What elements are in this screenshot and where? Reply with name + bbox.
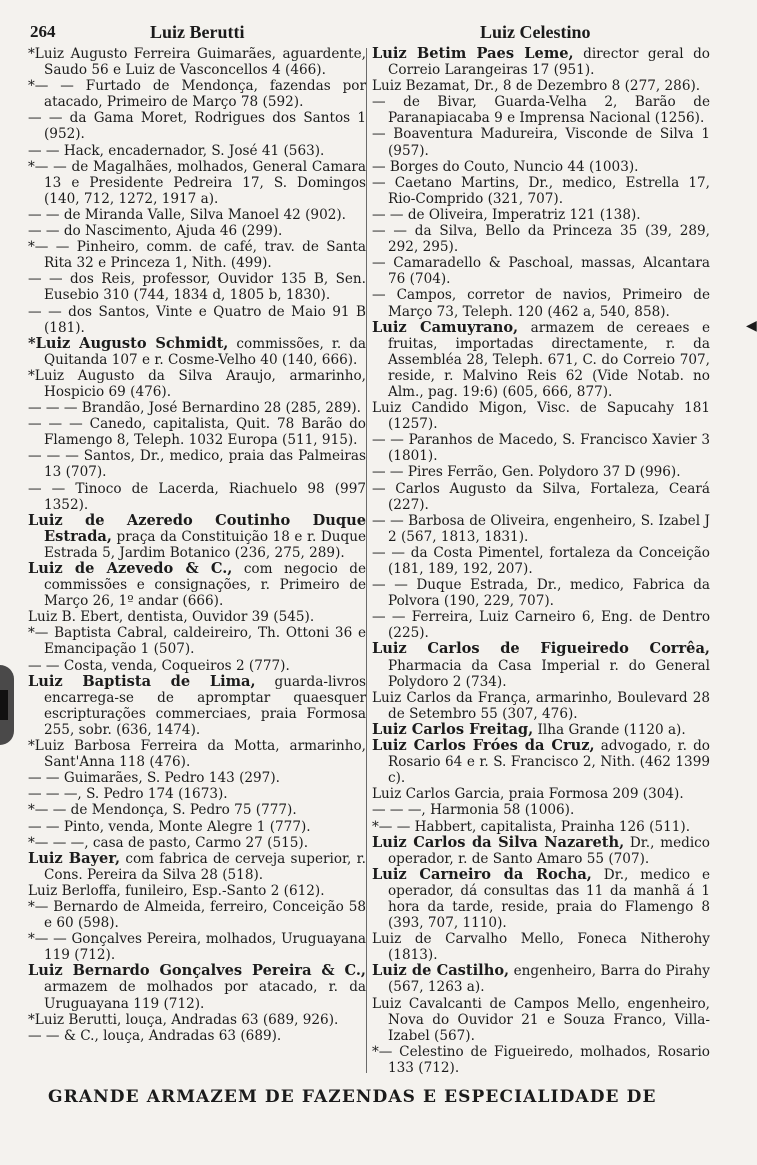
directory-entry: Luiz Candido Migon, Visc. de Sapucahy 181 (1257). [372, 400, 710, 433]
margin-marker: ◀ [746, 318, 757, 334]
directory-entry: Luiz Bernardo Gonçalves Pereira & C., armazem de molhados por atacado, r. da Uruguayana 119 (712). [28, 962, 366, 1012]
entry-group [372, 931, 710, 963]
directory-entry: — — dos Reis, professor, Ouvidor 135 B, Sen. Eusebio 310 (744, 1834 d, 1805 b, 1830). [28, 271, 366, 304]
directory-entry: — Camaradello & Paschoal, massas, Alcantara 76 (704). [372, 255, 710, 288]
directory-entry: *Luiz Augusto Schmidt, commissões, r. da Quitanda 107 e r. Cosme-Velho 40 (140, 666). [28, 334, 366, 368]
directory-entry: Luiz B. Ebert, dentista, Ouvidor 39 (545). [28, 609, 315, 626]
directory-entry: *— — de Mendonça, S. Pedro 75 (777). [28, 802, 297, 819]
entry-group [28, 1012, 366, 1044]
directory-entry: *Luiz Augusto Ferreira Guimarães, aguardente, Saudo 56 e Luiz de Vasconcellos 4 (466). [28, 46, 366, 79]
directory-entry: Luiz Carlos da Silva Nazareth, Dr., medico operador, r. de Santo Amaro 55 (707). [372, 833, 710, 867]
directory-entry: — — do Nascimento, Ajuda 46 (299). [28, 223, 283, 240]
directory-entry: — — — Canedo, capitalista, Quit. 78 Barão do Flamengo 8, Teleph. 1032 Europa (511, 915). [28, 416, 366, 449]
ink-blot [0, 690, 8, 720]
directory-entry: *— Baptista Cabral, caldeireiro, Th. Ottoni 36 e Emancipação 1 (507). [28, 625, 366, 658]
column-divider [366, 48, 367, 1073]
directory-entry: Luiz Carlos Freitag, Ilha Grande (1120 a). [372, 720, 686, 738]
entry-group [372, 690, 710, 722]
directory-entry: — — Pinto, venda, Monte Alegre 1 (777). [28, 818, 311, 835]
directory-entry: — — Barbosa de Oliveira, engenheiro, S. Izabel J 2 (567, 1813, 1831). [372, 512, 710, 545]
directory-entry: — — da Costa Pimentel, fortaleza da Conceição (181, 189, 192, 207). [372, 544, 710, 577]
entry-group [372, 400, 710, 641]
directory-entry: — — da Silva, Bello da Princeza 35 (39, 289, 292, 295). [372, 223, 710, 256]
directory-entry: — — Tinoco de Lacerda, Riachuelo 98 (997 1352). [28, 480, 366, 513]
directory-entry: Luiz de Castilho, engenheiro, Barra do Pirahy (567, 1263 a). [372, 962, 710, 996]
directory-entry: — — dos Santos, Vinte e Quatro de Maio 91 B (181). [28, 303, 366, 336]
directory-entry: — — Pires Ferrão, Gen. Polydoro 37 D (996). [372, 464, 681, 481]
directory-entry: — — & C., louça, Andradas 63 (689). [28, 1027, 282, 1044]
directory-entry: *— — Furtado de Mendonça, fazendas por atacado, Primeiro de Março 78 (592). [28, 78, 366, 111]
directory-entry: — — da Gama Moret, Rodrigues dos Santos 1 (952). [28, 110, 366, 143]
directory-entry: — de Bivar, Guarda-Velha 2, Barão de Paranapiacaba 9 e Imprensa Nacional (1256). [372, 94, 710, 127]
entry-group [28, 883, 366, 963]
directory-entry: — — —, Harmonia 58 (1006). [372, 802, 575, 819]
directory-entry: *— — Pinheiro, comm. de café, trav. de Santa Rita 32 e Princeza 1, Nith. (499). [28, 239, 366, 272]
directory-entry: — Caetano Martins, Dr., medico, Estrella 17, Rio-Comprido (321, 707). [372, 174, 710, 207]
entry-group [28, 368, 366, 513]
left-running-head: Luiz Berutti [150, 22, 245, 42]
advertisement-banner: GRANDE ARMAZEM DE FAZENDAS E ESPECIALIDADE DE [48, 1087, 657, 1107]
directory-entry: — Carlos Augusto da Silva, Fortaleza, Ceará (227). [372, 480, 710, 513]
directory-entry: — — de Miranda Valle, Silva Manoel 42 (902). [28, 206, 346, 223]
directory-entry: *Luiz Barbosa Ferreira da Motta, armarinho, Sant'Anna 118 (476). [28, 738, 366, 771]
directory-entry: Luiz Bayer, com fabrica de cerveja superior, r. Cons. Pereira da Silva 28 (518). [28, 849, 367, 883]
left-column [28, 46, 366, 1044]
entry-group [28, 738, 366, 851]
directory-entry: — — Duque Estrada, Dr., medico, Fabrica da Polvora (190, 229, 707). [372, 577, 710, 610]
directory-entry: — — Hack, encadernador, S. José 41 (563). [28, 142, 325, 159]
directory-entry: — — Ferreira, Luiz Carneiro 6, Eng. de Dentro (225). [372, 609, 710, 642]
directory-entry: Luiz Cavalcanti de Campos Mello, engenheiro, Nova do Ouvidor 21 e Souza Franco, Villa-Izabel (567). [372, 995, 710, 1044]
directory-entry: Luiz Berloffa, funileiro, Esp.-Santo 2 (612). [28, 882, 325, 899]
directory-entry: Luiz Betim Paes Leme, director geral do Correio Larangeiras 17 (951). [372, 45, 710, 79]
directory-entry: *— — Gonçalves Pereira, molhados, Uruguayana 119 (712). [28, 931, 366, 964]
directory-entry: — — Paranhos de Macedo, S. Francisco Xavier 3 (1801). [372, 432, 710, 465]
entry-group [372, 78, 710, 319]
directory-entry: Luiz Bezamat, Dr., 8 de Dezembro 8 (277, 286). [372, 78, 701, 95]
page-header [30, 22, 727, 46]
directory-entry: Luiz Carlos de Figueiredo Corrêa, Pharmacia da Casa Imperial r. do General Polydoro 2 (734). [372, 640, 710, 690]
entry-group [28, 609, 366, 673]
directory-entry: *Luiz Augusto da Silva Araujo, armarinho, Hospicio 69 (476). [28, 367, 366, 400]
directory-entry: Luiz Carlos Garcia, praia Formosa 209 (304). [372, 786, 684, 803]
directory-entry: Luiz Carlos Fróes da Cruz, advogado, r. do Rosario 64 e r. S. Francisco 2, Nith. (462 1399 c). [372, 737, 710, 787]
directory-entry: Luiz de Azevedo & C., com negocio de commissões e consignações, r. Primeiro de Março 26, 1º andar (666). [28, 560, 366, 610]
entry-group [372, 996, 710, 1076]
directory-entry: *— — Habbert, capitalista, Prainha 126 (511). [372, 818, 691, 835]
directory-entry: *— Bernardo de Almeida, ferreiro, Conceição 58 e 60 (598). [28, 898, 366, 932]
directory-entry: *— Celestino de Figueiredo, molhados, Rosario 133 (712). [372, 1043, 710, 1076]
directory-entry: — Boaventura Madureira, Visconde de Silva 1 (957). [372, 126, 710, 159]
directory-entry: Luiz Carneiro da Rocha, Dr., medico e operador, dá consultas das 11 da manhã á 1 hora da tarde, reside, praia do Flamengo 8 (393, 707, 1110). [372, 865, 710, 932]
directory-entry: — — — Brandão, José Bernardino 28 (285, 289). [28, 400, 361, 417]
directory-entry: Luiz Camuyrano, armazem de cereaes e fruitas, importadas directamente, r. da Assembléa 28, Teleph. 671, C. do Correio 707, reside, r. Malvino Reis 62 (Vide Notab. no Alm., pag. 19:6) (605, 666, 877). [372, 318, 710, 400]
entry-group [28, 46, 366, 336]
right-column [372, 46, 710, 1076]
directory-entry: *— — —, casa de pasto, Carmo 27 (515). [28, 834, 309, 851]
directory-entry: — — —, S. Pedro 174 (1673). [28, 786, 228, 803]
page-number: 264 [30, 22, 56, 41]
directory-entry: — Borges do Couto, Nuncio 44 (1003). [372, 158, 639, 175]
directory-entry: — Campos, corretor de navios, Primeiro de Março 73, Teleph. 120 (462 a, 540, 858). [372, 287, 710, 320]
entry-group [372, 786, 710, 834]
directory-entry: *— — de Magalhães, molhados, General Camara 13 e Presidente Pedreira 17, S. Domingos (140, 712, 1272, 1917 a). [28, 158, 366, 207]
directory-entry: Luiz de Carvalho Mello, Foneca Nitherohy (1813). [372, 931, 710, 964]
directory-entry: — — Guimarães, S. Pedro 143 (297). [28, 770, 280, 787]
right-running-head: Luiz Celestino [480, 22, 591, 42]
directory-entry: Luiz de Azeredo Coutinho Duque Estrada, praça da Constituição 18 e r. Duque Estrada 5, Jardim Botanico (236, 275, 289). [28, 511, 366, 561]
directory-entry: Luiz Baptista de Lima, guarda-livros encarrega-se de apromptar quaesquer escripturações commerciaes, praia Formosa 255, sobr. (636, 1474). [28, 672, 366, 738]
directory-entry: — — Costa, venda, Coqueiros 2 (777). [28, 657, 290, 674]
directory-entry: — — — Santos, Dr., medico, praia das Palmeiras 13 (707). [28, 448, 366, 481]
directory-entry: — — de Oliveira, Imperatriz 121 (138). [372, 206, 641, 223]
directory-entry: *Luiz Berutti, louça, Andradas 63 (689, 926). [28, 1011, 339, 1028]
directory-entry: Luiz Carlos da França, armarinho, Boulevard 28 de Setembro 55 (307, 476). [372, 689, 710, 722]
